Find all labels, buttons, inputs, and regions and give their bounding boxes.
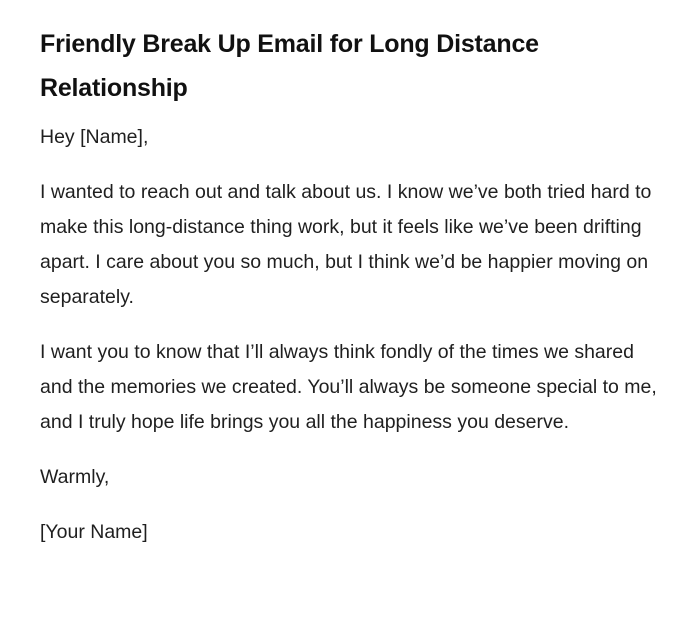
email-signature: [Your Name] <box>40 521 148 543</box>
document-title: Friendly Break Up Email for Long Distance Relationship <box>40 30 539 102</box>
email-closing: Warmly, <box>40 466 110 488</box>
email-paragraph-1: I wanted to reach out and talk about us. I know we’ve both tried hard to make this long-distance thing work, but it feels like we’ve been drifting apart. I care about you so much, but I think we’d be happier moving on separately. <box>40 181 652 308</box>
email-greeting: Hey [Name], <box>40 126 149 148</box>
email-paragraph-2: I want you to know that I’ll always think fondly of the times we shared and the memories we created. You’ll always be someone special to me, and I truly hope life brings you all the happiness you deserve. <box>40 341 657 433</box>
